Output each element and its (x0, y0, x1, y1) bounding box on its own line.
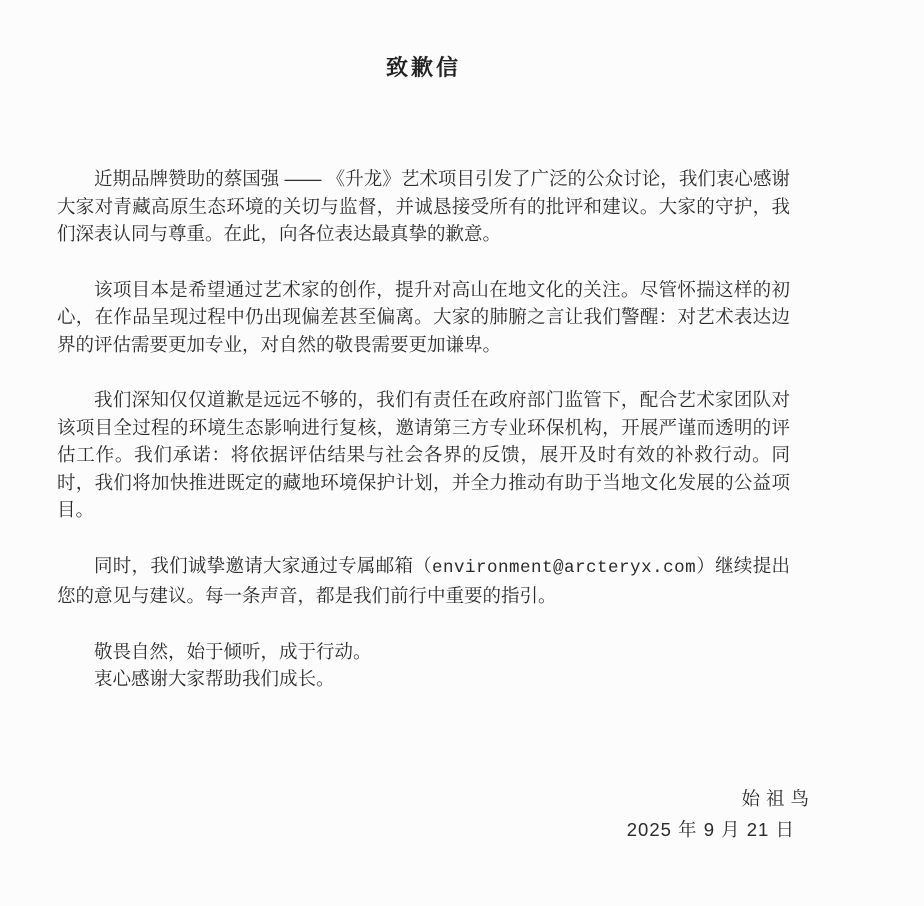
signature-block (57, 785, 815, 844)
contact-email-address: environment@arcteryx.com (432, 557, 697, 578)
email-paragraph-suffix: ）继续提出您的意见与建议。每一条声音，都是我们前行中重要的指引。 (57, 554, 790, 606)
paragraph-contact-email (57, 552, 790, 610)
paragraph-intro-apology: 近期品牌赞助的蔡国强 —— 《升龙》艺术项目引发了广泛的公众讨论，我们衷心感谢大家对青藏高原生态环境的关切与监督，并诚恳接受所有的批评和建议。大家的守护，我们深表认同与尊重。在此，向各位表达最真挚的歉意。 (57, 168, 790, 244)
signature-date: 2025 年 9 月 21 日 (626, 819, 795, 840)
closing-block (57, 638, 790, 693)
paragraph-remedy-commitment: 我们深知仅仅道歉是远远不够的，我们有责任在政府部门监管下，配合艺术家团队对该项目全过程的环境生态影响进行复核，邀请第三方专业环保机构，开展严谨而透明的评估工作。我们承诺：将依据评估结果与社会各界的反馈，展开及时有效的补救行动。同时，我们将加快推进既定的藏地环境保护计划，并全力推动有助于当地文化发展的公益项目。 (57, 389, 790, 520)
closing-line-thanks: 衷心感谢大家帮助我们成长。 (94, 668, 335, 689)
paragraph-project-intent: 该项目本是希望通过艺术家的创作，提升对高山在地文化的关注。尽管怀揣这样的初心，在作品呈现过程中仍出现偏差甚至偏离。大家的肺腑之言让我们警醒：对艺术表达边界的评估需要更加专业，对自然的敬畏需要更加谦卑。 (57, 278, 790, 355)
letter-title: 致歉信 (385, 55, 461, 80)
closing-line-motto: 敬畏自然，始于倾听，成于行动。 (94, 640, 372, 662)
email-paragraph-prefix: 同时，我们诚挚邀请大家通过专属邮箱（ (94, 554, 433, 576)
signature-brand-name: 始祖鸟 (741, 787, 815, 809)
